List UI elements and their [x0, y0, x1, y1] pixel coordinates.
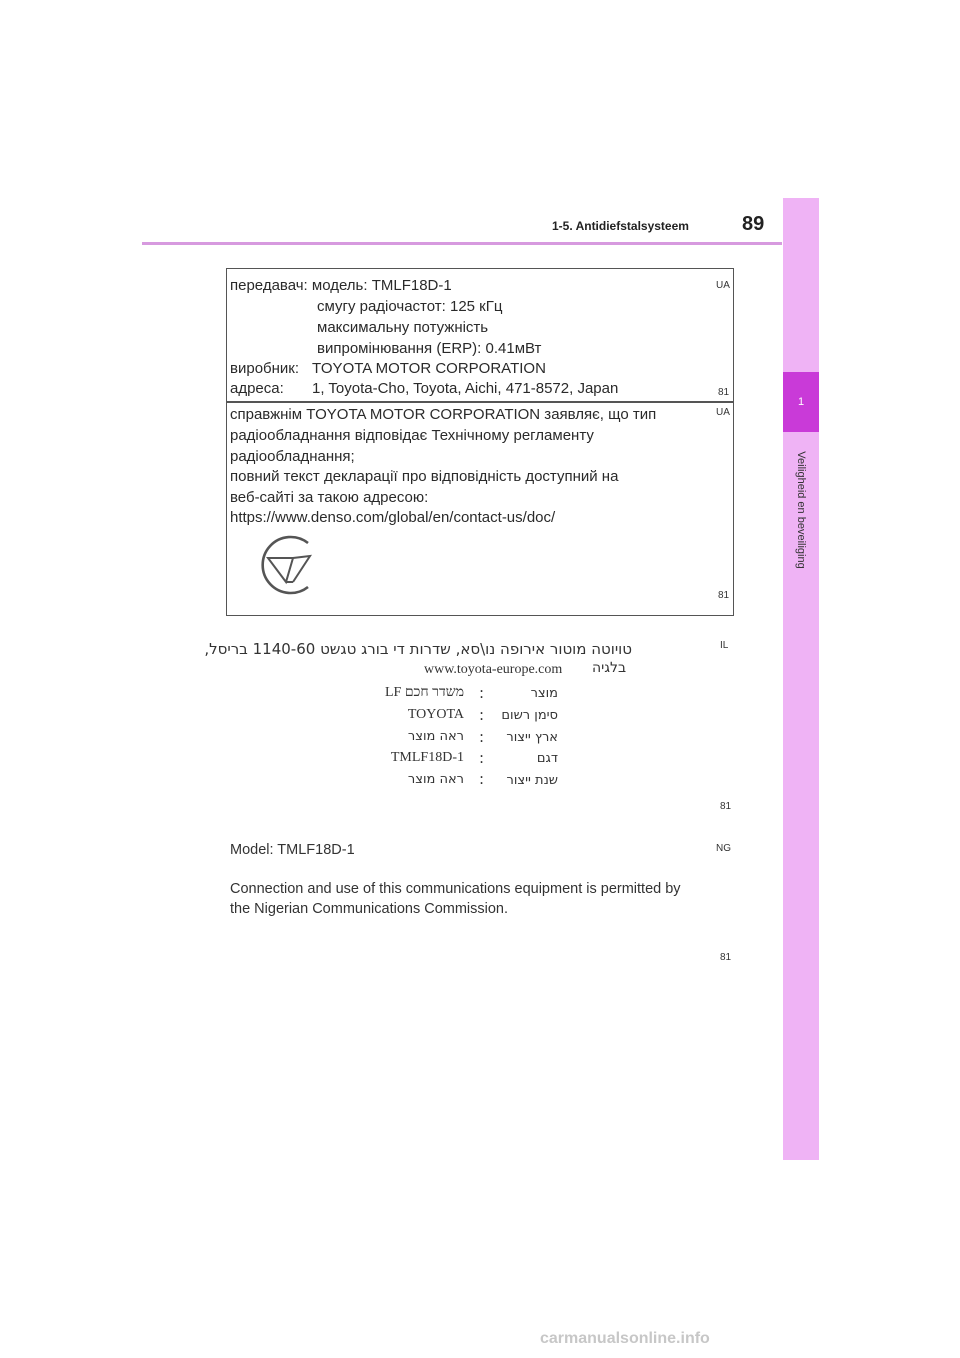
il-url: www.toyota-europe.com [424, 662, 563, 677]
ua2-line-1: справжнім TOYOTA MOTOR CORPORATION заявляє, що тип [230, 406, 657, 423]
ng-text-line-2: the Nigerian Communications Commission. [230, 901, 509, 917]
section-title: 1-5. Antidiefstalsysteem [552, 219, 689, 233]
il-row-sep: : [479, 706, 485, 724]
ua-line-4: випромінювання (ERP): 0.41мВт [317, 340, 542, 357]
ua-address-label: адреса: [230, 380, 284, 397]
ua2-line-6: https://www.denso.com/global/en/contact-us/doc/ [230, 509, 556, 526]
ua-manufacturer-value: TOYOTA MOTOR CORPORATION [312, 360, 546, 377]
ua-line-1: передавач: модель: TMLF18D-1 [230, 277, 452, 294]
ng-footer-code: 81 [720, 952, 732, 963]
ua-box-divider [226, 401, 734, 403]
ng-model: Model: TMLF18D-1 [230, 842, 355, 858]
ua-footer-code-1: 81 [718, 387, 730, 398]
ua-manufacturer-label: виробник: [230, 360, 300, 377]
il-row-sep: : [479, 728, 485, 746]
ng-code: NG [716, 843, 731, 854]
il-row-value: ראה מוצר [407, 772, 464, 787]
ua-code-2: UA [716, 407, 730, 418]
ua2-line-5: веб-сайті за такою адресою: [230, 489, 429, 506]
ua2-line-2: радіообладнання відповідає Технічному регламенту [230, 427, 594, 444]
ua-code-1: UA [716, 280, 730, 291]
page-number: 89 [742, 213, 765, 235]
chapter-side-tab [783, 198, 819, 1160]
ua-address-value: 1, Toyota-Cho, Toyota, Aichi, 471-8572, Japan [312, 380, 619, 397]
il-row-label: ארץ ייצור [506, 730, 558, 745]
ua2-line-4: повний текст декларації про відповідність доступний на [230, 468, 619, 485]
il-row-sep: : [479, 684, 485, 702]
il-country: בלגיה [592, 660, 627, 676]
il-row-value: ראה מוצר [407, 729, 464, 744]
il-row-label: שנת ייצור [506, 773, 558, 788]
ua-footer-code-2: 81 [718, 590, 730, 601]
il-code: IL [720, 640, 729, 651]
il-row-label: סימן רשום [501, 708, 558, 723]
il-row-label: דגם [536, 751, 558, 766]
ua-line-3: максимальну потужність [317, 319, 489, 336]
il-row-sep: : [479, 749, 485, 767]
header-rule [142, 242, 782, 245]
il-row-value: TOYOTA [407, 707, 464, 722]
chapter-title: Veiligheid en beveiliging [795, 451, 807, 569]
il-row-label: מוצר [530, 686, 558, 701]
il-line-1: טויוטה מוטור אירופה נו\סא, שדרות די בורג טגשט 1140-60 בריסל, [204, 640, 632, 658]
ng-text-line-1: Connection and use of this communications equipment is permitted by [230, 881, 681, 897]
watermark: carmanualsonline.info [540, 1330, 710, 1347]
ua2-line-3: радіообладнання; [230, 448, 355, 465]
ua-line-2: смугу радіочастот: 125 кГц [317, 298, 503, 315]
il-row-value: משדר חכם LF [384, 685, 464, 700]
il-row-value: TMLF18D-1 [390, 750, 464, 765]
ukrainian-conformity-mark-icon [256, 532, 318, 598]
il-footer-code: 81 [720, 801, 732, 812]
il-row-sep: : [479, 770, 485, 788]
chapter-number-tab: 1 [783, 372, 819, 432]
